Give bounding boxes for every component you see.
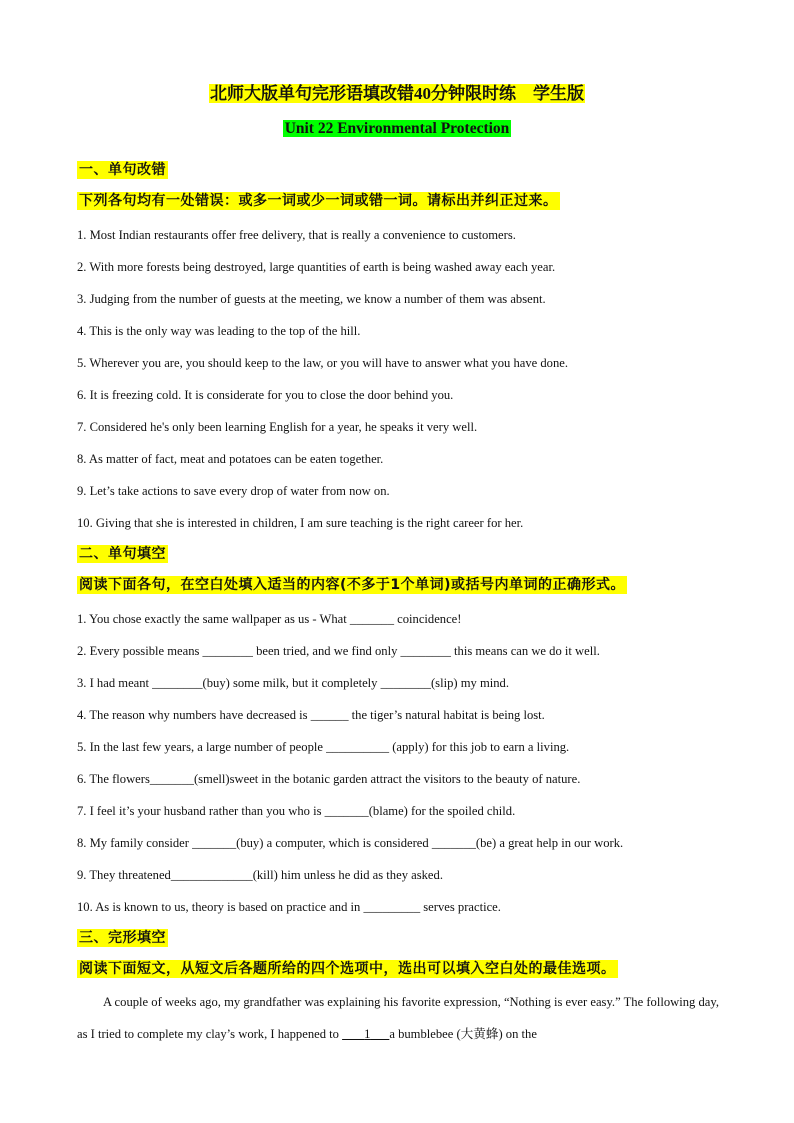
fill-item: 1. You chose exactly the same wallpaper as us - What _______ coincidence!: [77, 612, 462, 626]
fill-item: 2. Every possible means ________ been tried, and we find only ________ this means can we do it well.: [77, 644, 600, 658]
error-item: 4. This is the only way was leading to the top of the hill.: [77, 324, 361, 338]
error-item: 7. Considered he's only been learning English for a year, he speaks it very well.: [77, 420, 478, 434]
error-item: 8. As matter of fact, meat and potatoes can be eaten together.: [77, 452, 384, 466]
passage-text-continued: a bumblebee (大黄蜂) on the: [389, 1027, 537, 1041]
error-item: 2. With more forests being destroyed, large quantities of earth is being washed away each year.: [77, 260, 556, 274]
section3-instruction: 阅读下面短文，从短文后各题所给的四个选项中，选出可以填入空白处的最佳选项。: [79, 961, 616, 977]
cloze-passage: [77, 986, 719, 1050]
error-item: 3. Judging from the number of guests at the meeting, we know a number of them was absent.: [77, 292, 546, 306]
fill-item: 5. In the last few years, a large number of people __________ (apply) for this job to earn a living.: [77, 740, 570, 754]
unit-subtitle: [0, 118, 794, 140]
error-item: 6. It is freezing cold. It is considerate for you to close the door behind you.: [77, 388, 454, 402]
fill-item: 7. I feel it’s your husband rather than you who is _______(blame) for the spoiled child.: [77, 804, 516, 818]
error-item: 1. Most Indian restaurants offer free delivery, that is really a convenience to customers.: [77, 228, 516, 242]
error-item: 9. Let’s take actions to save every drop of water from now on.: [77, 484, 390, 498]
passage-text: A couple of weeks ago, my grandfather was explaining his favorite expression, “Nothing is ever easy.” The following day, as I tried to complete my clay’s work, I happened to: [77, 995, 719, 1041]
section1-heading: 一、单句改错: [79, 162, 166, 178]
title-text: 北师大版单句完形语填改错40分钟限时练 学生版: [210, 84, 584, 103]
fill-item: 6. The flowers_______(smell)sweet in the botanic garden attract the visitors to the beauty of nature.: [77, 772, 581, 786]
fill-item: 8. My family consider _______(buy) a computer, which is considered _______(be) a great help in our work.: [77, 836, 624, 850]
section3-heading: 三、完形填空: [79, 930, 166, 946]
subtitle-text: Unit 22 Environmental Protection: [284, 120, 510, 137]
error-item: 10. Giving that she is interested in children, I am sure teaching is the right career for her.: [77, 516, 524, 530]
section2-instruction: 阅读下面各句，在空白处填入适当的内容(不多于1个单词)或括号内单词的正确形式。: [79, 577, 626, 593]
fill-item: 3. I had meant ________(buy) some milk, but it completely ________(slip) my mind.: [77, 676, 509, 690]
error-item: 5. Wherever you are, you should keep to the law, or you will have to answer what you have done.: [77, 356, 569, 370]
fill-item: 10. As is known to us, theory is based on practice and in _________ serves practice.: [77, 900, 501, 914]
cloze-blank: 1: [364, 1027, 371, 1041]
page-title: [0, 83, 794, 105]
section1-instruction: 下列各句均有一处错误：或多一词或少一词或错一词。请标出并纠正过来。: [79, 193, 558, 209]
fill-item: 9. They threatened_____________(kill) him unless he did as they asked.: [77, 868, 443, 882]
fill-item: 4. The reason why numbers have decreased is ______ the tiger’s natural habitat is being lost.: [77, 708, 545, 722]
section2-heading: 二、单句填空: [79, 546, 166, 562]
